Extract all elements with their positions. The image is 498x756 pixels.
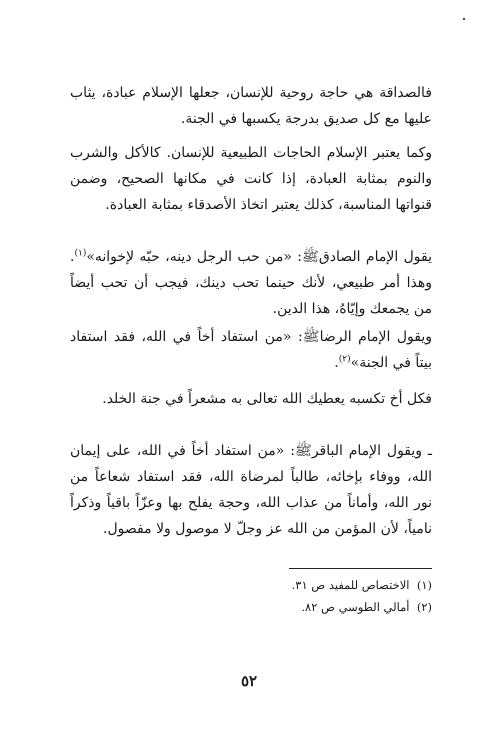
paragraph-1-block [70,80,432,132]
footnote-1-text: الاختصاص للمفيد ص ٣١. [291,578,410,592]
footnote-2 [150,596,432,618]
page-number: ٥٢ [240,672,258,690]
paragraph-5: فكل أخ تكسبه يعطيك الله تعالى به مشعراً في جنة الخلد. [102,391,432,407]
footnote-ref-1: (١) [74,248,87,259]
paragraph-1: فالصداقة هي حاجة روحية للإنسان، جعلها الإسلام عبادة، يثاب عليها مع كل صديق بدرجة يكسبها في الجنة. [70,85,432,127]
paragraph-6-block [70,438,432,542]
paragraph-2-block [70,140,432,218]
footnotes [150,574,432,618]
paragraph-5-block [70,386,432,412]
paragraph-3-quote: يقول الإمام الصادقﷺ: «من حب الرجل دينه، حبّه لإخوانه» [86,249,432,265]
paragraph-4 [70,324,432,376]
footnote-2-number: (٢) [416,600,432,614]
paragraph-3-rest: . وهذا أمر طبيعي، لأنك حينما تحب دينك، فيجب أن تحب أيضاً من يجمعك وإيّاهُ، هذا الدين. [70,249,432,317]
footnote-divider [289,568,432,569]
paragraph-4-text: ويقول الإمام الرضاﷺ: «من استفاد أخاً في الله، فقد استفاد بيتاً في الجنة» [70,329,432,371]
footnote-ref-2: (٢) [338,354,351,365]
paragraph-6: ـ ويقول الإمام الباقرﷺ: «من استفاد أخاً في الله، على إيمان الله، ووفاء بإخائه، طالباً لمرضاة الله، فقد استفاد شعاعاً من نور الله، وأماناً من عذاب الله، وحجة يفلح بها وعزّاً باقياً وذكراً نامياً، لأن المؤمن من الله عز وجلّ لا موصول ولا مفصول. [70,443,433,537]
paragraph-3-block [70,244,432,322]
paragraph-2: وكما يعتبر الإسلام الحاجات الطبيعية للإنسان. كالأكل والشرب والنوم بمثابة العبادة، إذا كانت في مكانها الصحيح، وضمن قنواتها المناسبة، كذلك يعتبر اتخاذ الأصدقاء بمثابة العبادة. [70,145,432,213]
corner-speck [463,18,465,20]
footnote-1 [150,574,432,596]
paragraph-4-block [70,324,432,376]
paragraph-4-tail: . [334,355,339,371]
paragraph-3 [70,244,432,322]
footnote-1-number: (١) [416,578,432,592]
footnote-2-text: أمالي الطوسي ص ٨٢. [301,600,410,614]
